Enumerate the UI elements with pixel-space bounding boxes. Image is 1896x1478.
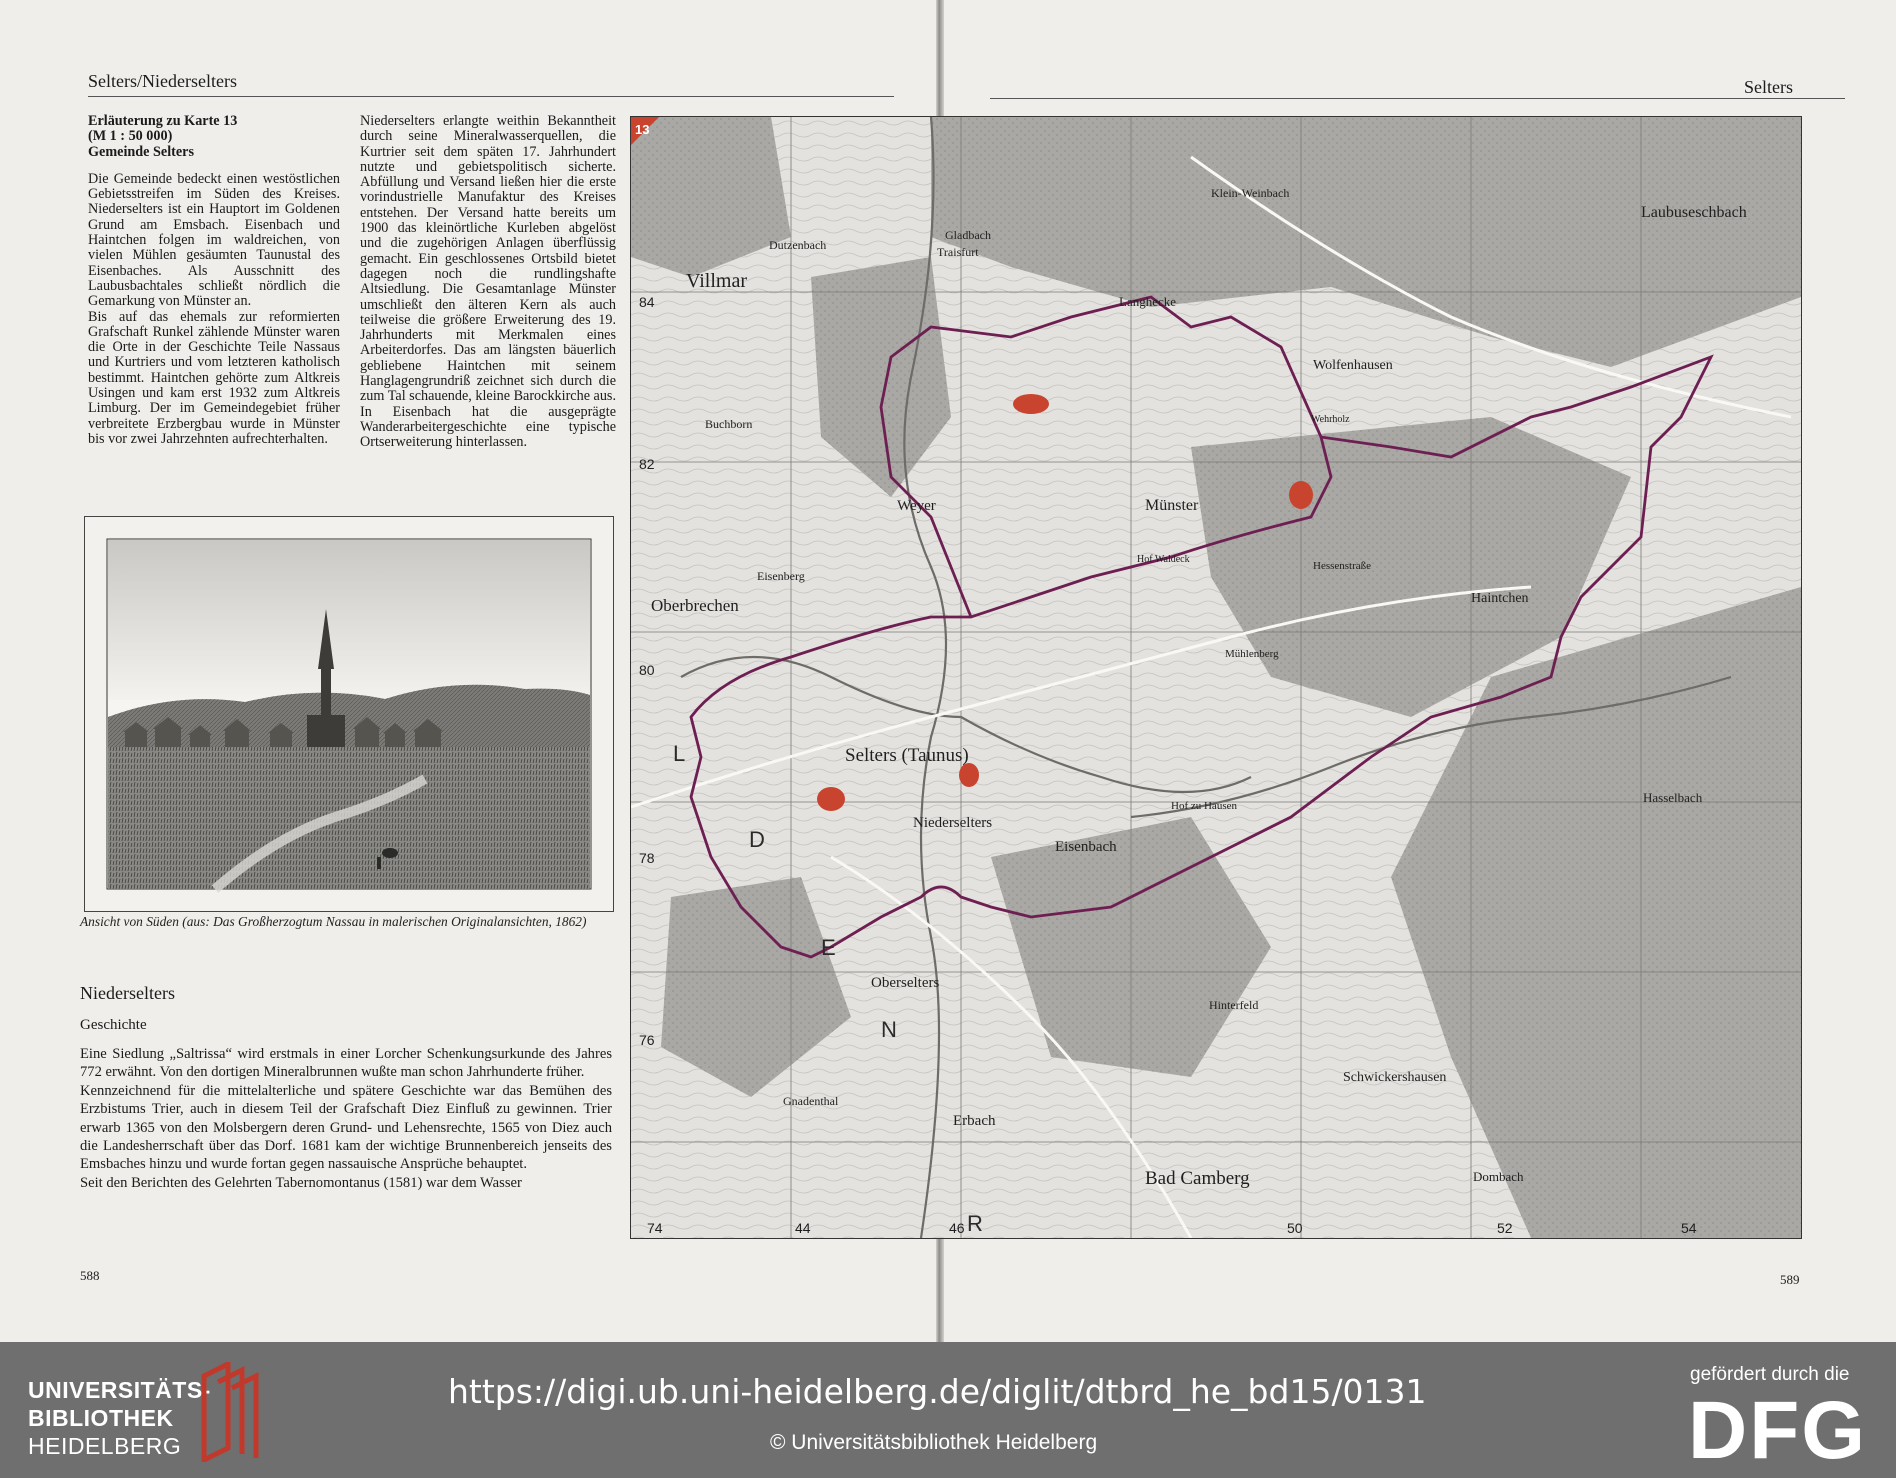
place-hinterfeld: Hinterfeld xyxy=(1209,998,1259,1012)
grid-label-54: 54 xyxy=(1681,1220,1697,1236)
place-muenster: Münster xyxy=(1145,497,1199,514)
grid-label-44: 44 xyxy=(795,1220,811,1236)
history-paragraph-3: Seit den Berichten des Gelehrten Tabernomontanus (1581) war dem Wasser xyxy=(80,1174,522,1191)
place-gnadenthal: Gnadenthal xyxy=(783,1094,839,1108)
place-bad-camberg: Bad Camberg xyxy=(1145,1168,1250,1189)
grid-label-74: 74 xyxy=(647,1220,663,1236)
header-rule-right xyxy=(990,98,1845,99)
place-haintchen: Haintchen xyxy=(1471,591,1529,606)
place-eisenberg: Eisenberg xyxy=(757,569,805,583)
history-text xyxy=(80,1045,612,1192)
grid-label-50: 50 xyxy=(1287,1220,1303,1236)
funding-note: gefördert durch die xyxy=(1690,1364,1850,1385)
legend-heading-3: Gemeinde Selters xyxy=(88,143,194,160)
map-sheet-number: 13 xyxy=(635,122,650,137)
logo-line-3: HEIDELBERG xyxy=(28,1433,182,1459)
place-weyer: Weyer xyxy=(897,498,936,514)
grid-label-82: 82 xyxy=(639,456,655,472)
engraving-figure xyxy=(84,516,614,912)
ub-books-icon xyxy=(192,1362,264,1462)
region-letter-n: N xyxy=(881,1017,897,1042)
intro-paragraph-2: Bis auf das ehemals zur reformierten Grafschaft Runkel zählende Münster waren die Orte in der Geschichte Teile Nassaus und Kurtriers und vom letzteren katholisch bestimmt. Haintchen gehörte zum Altkreis Usingen und kam erst 1932 zum Altkreis Limburg. Der im Gemeindegebiet früher verbreitete Erzbergbau wurde in Münster bis vor zwei Jahrzehnten aufrechterhalten. xyxy=(88,308,340,447)
intro-paragraph-1: Die Gemeinde bedeckt einen westöstlichen Gebietsstreifen im Süden des Kreises. Niederselters ist ein Hauptort im Goldenen Grund am Emsbach. Eisenbach und Haintchen folgen im waldreichen, von vielen Mühlen gesäumten Taunustal des Eisenbaches. Als Ausschnitt des Laubusbachtales schließt nördlich die Gemarkung von Münster an. xyxy=(88,170,340,310)
page-number-right: 589 xyxy=(1780,1272,1800,1287)
logo-line-1: UNIVERSITÄTS- xyxy=(28,1377,211,1403)
place-muehlenberg: Mühlenberg xyxy=(1225,648,1279,660)
logo-line-2: BIBLIOTHEK xyxy=(28,1405,174,1431)
grid-label-78: 78 xyxy=(639,850,655,866)
place-eisenbach: Eisenbach xyxy=(1055,839,1117,855)
running-head-right: Selters xyxy=(1744,77,1793,97)
figure-caption: Ansicht von Süden (aus: Das Großherzogtum Nassau in malerischen Originalansichten, 1862) xyxy=(80,914,587,929)
permalink-url[interactable]: https://digi.ub.uni-heidelberg.de/diglit/dtbrd_he_bd15/0131 xyxy=(448,1372,1427,1411)
place-oberbrechen: Oberbrechen xyxy=(651,596,739,615)
place-hof-zu-hausen: Hof zu Hausen xyxy=(1171,800,1237,812)
ub-heidelberg-logo[interactable] xyxy=(28,1376,211,1460)
grid-label-76: 76 xyxy=(639,1032,655,1048)
place-dutzenbach: Dutzenbach xyxy=(769,238,827,252)
section-title: Niederselters xyxy=(80,983,175,1003)
place-selters: Selters (Taunus) xyxy=(845,745,969,766)
region-letter-l: L xyxy=(673,741,686,766)
place-wehrholz: Wehrholz xyxy=(1311,414,1350,425)
map-canvas xyxy=(631,117,1801,1238)
history-paragraph-1: Eine Siedlung „Saltrissa“ wird erstmals in einer Lorcher Schenkungsurkunde des Jahres 772 erwähnt. Von den dortigen Mineralbrunnen wußte man schon Jahrhunderte früher. xyxy=(80,1046,612,1081)
legend-heading-2: (M 1 : 50 000) xyxy=(88,128,173,145)
topographic-map xyxy=(630,116,1802,1239)
place-oberselters: Oberselters xyxy=(871,975,940,991)
copyright-notice: © Universitätsbibliothek Heidelberg xyxy=(770,1431,1098,1454)
grid-label-80: 80 xyxy=(639,662,655,678)
grid-label-52: 52 xyxy=(1497,1220,1513,1236)
place-wolfenhausen: Wolfenhausen xyxy=(1313,358,1393,373)
region-letter-r: R xyxy=(967,1211,983,1236)
region-letter-e: E xyxy=(821,935,836,960)
history-paragraph-2: Kennzeichnend für die mittelalterliche und spätere Geschichte war das Bemühen des Erzbistums Trier, auch in diesem Teil der Grafschaft Diez Einfluß zu gewinnen. Trier erwarb 1365 von den Molsbergern deren Grund- und Lehensrechte, 1565 von Diez auch die Landesherrschaft über das Dorf. 1681 kam der wichtige Brunnenbereich jenseits des Emsbaches hinzu und wurde fortan gegen nassauische Ansprüche behauptet. xyxy=(80,1082,612,1173)
place-klein-weinbach: Klein-Weinbach xyxy=(1211,186,1290,200)
header-rule-left xyxy=(88,96,894,97)
running-head-left: Selters/Niederselters xyxy=(88,71,237,91)
place-hasselbach: Hasselbach xyxy=(1643,790,1703,805)
place-langhecke: Langhecke xyxy=(1119,294,1177,309)
place-villmar: Villmar xyxy=(686,270,748,292)
place-hessenstrasse: Hessenstraße xyxy=(1313,560,1372,572)
page-number-left: 588 xyxy=(80,1268,100,1283)
second-column-text: Niederselters erlangte weithin Bekanntheit durch seine Mineralwasserquellen, die Kurtrier seit dem späten 17. Jahrhundert nutzte und gebietspolitisch sicherte. Abfüllung und Versand ließen hier die erste vorindustrielle Manufaktur des Kreises entstehen. Der Versand hatte bereits um 1900 das kleinörtliche Kurleben abgelöst und die zugehörigen Anlagen überflüssig gemacht. Ein geschlossenes Ortsbild bietet dagegen noch die rundlingshafte Altsiedlung. Die Gesamtanlage Münster umschließt den älteren Kern als auch teilweise die größere Erweiterung des 19. Jahrhunderts mit Merkmalen eines Arbeiterdorfes. Das am längsten bäuerlich gebliebene Haintchen mit seinem Hanglagengrundriß zeichnet sich durch die zum Tal schauende, kleine Barockkirche aus. In Eisenbach hat die ausgeprägte Wanderarbeitergeschichte eine typische Ortserweiterung hinterlassen. xyxy=(360,113,616,451)
grid-label-46: 46 xyxy=(949,1220,965,1236)
intro-column xyxy=(88,114,340,447)
second-column xyxy=(360,114,616,451)
place-gladbach: Gladbach xyxy=(945,228,991,242)
place-traisfurt: Traisfurt xyxy=(937,245,979,259)
grid-label-84: 84 xyxy=(639,294,655,310)
place-schwickershausen: Schwickershausen xyxy=(1343,1070,1447,1085)
region-letter-d: D xyxy=(749,827,765,852)
dfg-logo[interactable]: DFG xyxy=(1688,1385,1868,1476)
place-laubuseschbach: Laubuseschbach xyxy=(1641,204,1747,221)
place-niederselters: Niederselters xyxy=(913,815,993,831)
place-hof-waldeck: Hof Waldeck xyxy=(1137,554,1190,565)
place-erbach: Erbach xyxy=(953,1113,996,1129)
place-dombach: Dombach xyxy=(1473,1169,1524,1184)
legend-heading-1: Erläuterung zu Karte 13 xyxy=(88,113,238,129)
engraving-image xyxy=(85,517,613,911)
place-buchborn: Buchborn xyxy=(705,417,753,431)
subsection-title: Geschichte xyxy=(80,1017,147,1033)
